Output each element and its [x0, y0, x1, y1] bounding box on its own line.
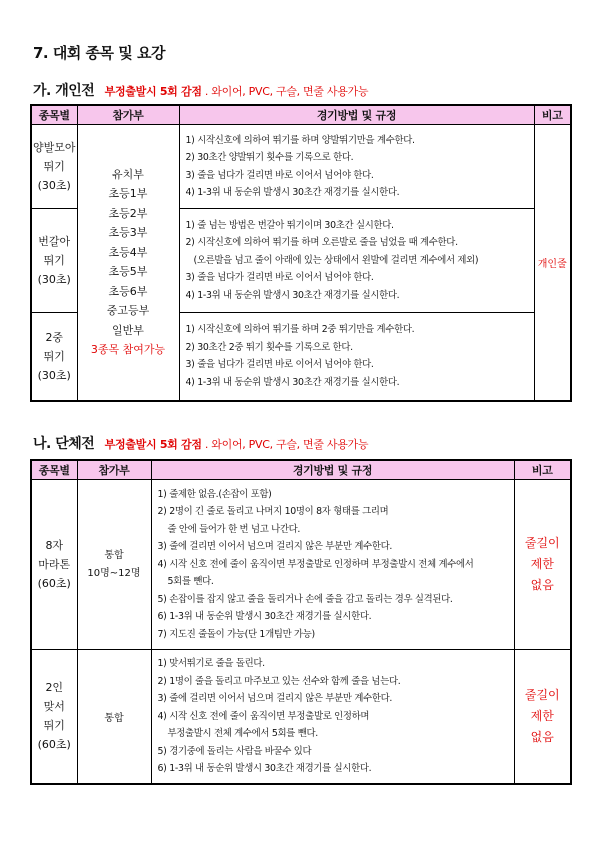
remark-cell: 줄길이 제한 없음 — [514, 650, 571, 784]
event-name: 2중 뛰기 (30초) — [31, 313, 77, 401]
list-item: 초등3부 — [108, 226, 148, 240]
list-item: 초등1부 — [108, 187, 148, 201]
header-event: 종목별 — [31, 460, 77, 480]
header-remark: 비고 — [534, 105, 571, 125]
list-item: 유치부 — [112, 167, 144, 181]
team-table — [30, 459, 572, 785]
list-item: 초등4부 — [108, 245, 148, 259]
list-item: 초등2부 — [108, 206, 148, 220]
rules-cell: 1) 줄제한 없음.(손잡이 포함) 2) 2명이 긴 줄로 돌리고 나머지 10명이 8자 형태를 그리며 줄 안에 들어가 한 번 넘고 나간다. 3) 줄에 걸리면 이어서 넘으며 걸리지 않은 부분만 계수한다. 4) 시작 신호 전에 줄이 움직이면 부정출발로 인정하며 부정출발시 전체 계수에서 5회를 뺀다. 5) 손잡이를 잡지 않고 줄을 돌리거나 손에 줄을 감고 돌리는 경우 실격된다. 6) 1-3위 내 동순위 발생시 30초간 재경기를 실시한다. 7) 지도진 줄돌이 가능(단 1개팀만 가능) — [151, 480, 514, 650]
rules-cell: 1) 시작신호에 의하여 뛰기를 하며 양발뛰기만을 계수한다. 2) 30초간 양발뛰기 횟수를 기록으로 한다. 3) 줄을 넘다가 걸리면 바로 이어서 넘어야 한다. 4) 1-3위 내 동순위 발생시 30초간 재경기를 실시한다. — [179, 125, 534, 209]
participant-cell: 통합 10명~12명 — [77, 480, 151, 650]
section-title: 가. 개인전 — [33, 83, 95, 99]
list-item: 초등5부 — [108, 265, 148, 279]
table-header-row — [31, 460, 571, 480]
rules-cell: 1) 맞서뛰기로 줄을 돌린다. 2) 1명이 줄을 돌리고 마주보고 있는 선수와 함께 줄을 넘는다. 3) 줄에 걸리면 이어서 넘으며 걸리지 않은 부분만 계수한다. 4) 시작 신호 전에 줄이 움직이면 부정출발로 인정하며 부정출발시 전체 계수에서 5회를 뺀다. 5) 경기중에 돌리는 사람을 바꿀수 있다 6) 1-3위 내 동순위 발생시 30초간 재경기를 실시한다. — [151, 650, 514, 784]
rules-cell: 1) 줄 넘는 방법은 번갈아 뛰기이며 30초간 실시한다. 2) 시작신호에 의하여 뛰기를 하며 오른발로 줄을 넘었을 때 계수한다. (오른발을 넘고 줄이 아래에 있는 상태에서 왼발에 걸리면 계수에서 제외) 3) 줄을 넘다가 걸리면 바로 이어서 넘어야 한다. 4) 1-3위 내 동순위 발생시 30초간 재경기를 실시한다. — [179, 209, 534, 313]
individual-table — [30, 104, 572, 402]
remark-cell: 줄길이 제한 없음 — [514, 480, 571, 650]
table-header-row — [31, 105, 571, 125]
remark-cell: 개인줄 — [534, 125, 571, 401]
page-title: 7. 대회 종목 및 요강 — [33, 44, 165, 62]
participants-note: 3종목 참여가능 — [90, 343, 166, 357]
header-participants: 참가부 — [77, 460, 151, 480]
header-event: 종목별 — [31, 105, 77, 125]
header-remark: 비고 — [514, 460, 571, 480]
participant-list — [77, 125, 179, 401]
event-name: 양발모아 뛰기 (30초) — [31, 125, 77, 209]
table-row — [31, 480, 571, 650]
table-row — [31, 125, 571, 209]
event-name: 2인 맞서 뛰기 (60초) — [31, 650, 77, 784]
list-item: 초등6부 — [108, 284, 148, 298]
event-name: 번갈아 뛰기 (30초) — [31, 209, 77, 313]
table-row — [31, 650, 571, 784]
header-participants: 참가부 — [77, 105, 179, 125]
list-item: 중고등부 — [106, 304, 150, 318]
section-note: 부정출발시 5회 감점 . 와이어, PVC, 구슬, 면줄 사용가능 — [104, 438, 369, 451]
list-item: 일반부 — [112, 323, 144, 337]
section-title: 나. 단체전 — [33, 436, 95, 452]
section-note: 부정출발시 5회 감점 . 와이어, PVC, 구슬, 면줄 사용가능 — [104, 85, 369, 98]
participant-cell: 통합 — [77, 650, 151, 784]
header-rules: 경기방법 및 규정 — [151, 460, 514, 480]
section-heading-team — [33, 433, 368, 453]
rules-cell: 1) 시작신호에 의하여 뛰기를 하며 2중 뛰기만을 계수한다. 2) 30초간 2중 뛰기 횟수를 기록으로 한다. 3) 줄을 넘다가 걸리면 바로 이어서 넘어야 한다. 4) 1-3위 내 동순위 발생시 30초간 재경기를 실시한다. — [179, 313, 534, 401]
header-rules: 경기방법 및 규정 — [179, 105, 534, 125]
section-heading-individual — [33, 80, 368, 100]
event-name: 8자 마라톤 (60초) — [31, 480, 77, 650]
